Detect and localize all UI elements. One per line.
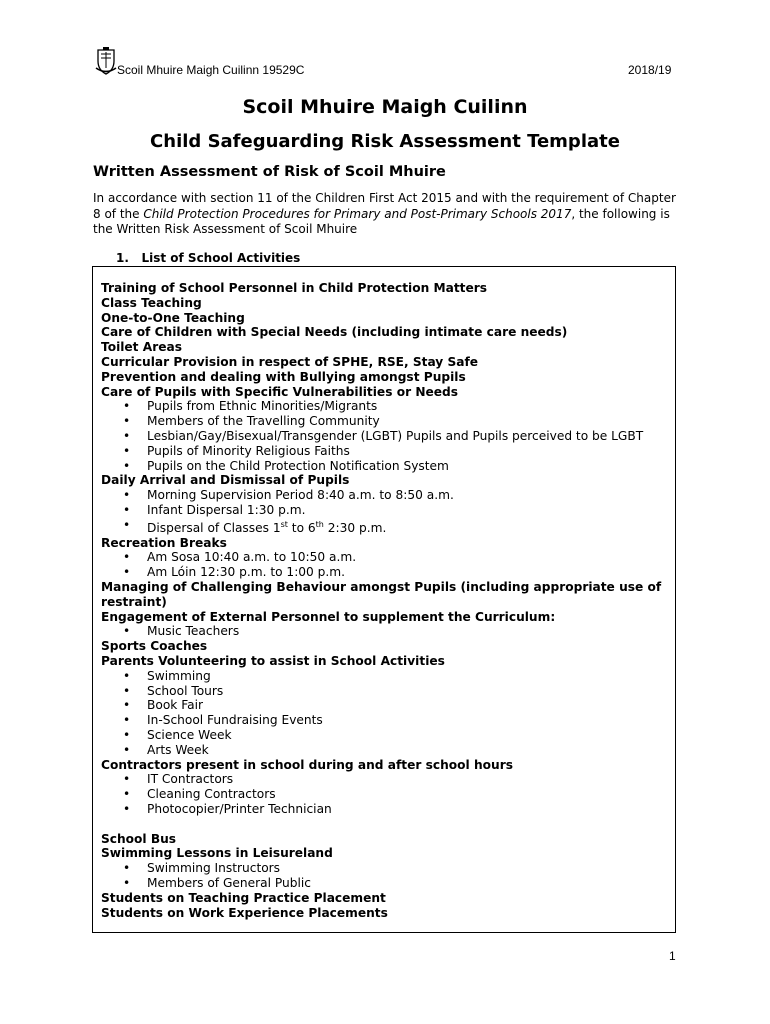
page-number: 1: [669, 949, 676, 963]
bullet-list: [101, 861, 671, 891]
activity-heading: Contractors present in school during and after school hours: [101, 757, 513, 772]
activity-heading: School Bus: [101, 831, 177, 846]
list-item: • Morning Supervision Period 8:40 a.m. to 8:50 a.m.: [101, 488, 671, 503]
list-item: • Arts Week: [101, 743, 671, 758]
bullet-list: [101, 624, 671, 639]
list-item: • In-School Fundraising Events: [101, 713, 671, 728]
activity-heading: Care of Pupils with Specific Vulnerabilities or Needs: [101, 384, 459, 399]
list-item: • Science Week: [101, 728, 671, 743]
activity-heading: Managing of Challenging Behaviour amongst Pupils (including appropriate use of restraint): [101, 580, 662, 609]
list-item: • Pupils from Ethnic Minorities/Migrants: [101, 399, 671, 414]
section-heading: Written Assessment of Risk of Scoil Mhuire: [93, 164, 446, 180]
bullet-list: [101, 488, 671, 535]
header-year: 2018/19: [628, 63, 672, 77]
bullet-list: [101, 772, 671, 816]
activity-heading: Daily Arrival and Dismissal of Pupils: [101, 473, 350, 488]
activity-heading: Care of Children with Special Needs (including intimate care needs): [101, 325, 568, 340]
activity-heading: Students on Work Experience Placements: [101, 905, 388, 920]
list-item: • Photocopier/Printer Technician: [101, 802, 671, 817]
list-heading: 1. List of School Activities: [116, 251, 301, 265]
activity-heading: Toilet Areas: [101, 340, 182, 355]
intro-paragraph: In accordance with section 11 of the Children First Act 2015 and with the requirement of Chapter 8 of the Child Protection Procedures for Primary and Post-Primary Schools 2017, the following is the Written Risk Assessment of Scoil Mhuire: [93, 191, 676, 236]
intro-italic-title: Child Protection Procedures for Primary and Post-Primary Schools 2017: [143, 206, 572, 221]
activity-heading: Recreation Breaks: [101, 535, 227, 550]
list-item: • School Tours: [101, 684, 671, 699]
list-item: • Dispersal of Classes 1st to 6th 2:30 p.m.: [101, 518, 671, 536]
list-item: • Pupils on the Child Protection Notification System: [101, 459, 671, 474]
list-item: • Book Fair: [101, 698, 671, 713]
list-item: • Swimming Instructors: [101, 861, 671, 876]
list-item: • Am Sosa 10:40 a.m. to 10:50 a.m.: [101, 550, 671, 565]
school-crest-icon: [95, 46, 117, 76]
list-item: • Swimming: [101, 669, 671, 684]
activity-heading: Class Teaching: [101, 295, 202, 310]
page-subtitle: Child Safeguarding Risk Assessment Template: [150, 131, 620, 152]
activity-heading: Sports Coaches: [101, 639, 208, 654]
list-item: • Members of General Public: [101, 876, 671, 891]
activity-heading: Curricular Provision in respect of SPHE, RSE, Stay Safe: [101, 354, 479, 369]
list-item: • IT Contractors: [101, 772, 671, 787]
list-item: • Cleaning Contractors: [101, 787, 671, 802]
list-item: • Members of the Travelling Community: [101, 414, 671, 429]
activity-heading: One-to-One Teaching: [101, 310, 245, 325]
activity-heading: Swimming Lessons in Leisureland: [101, 846, 333, 861]
activity-heading: Training of School Personnel in Child Protection Matters: [101, 281, 488, 295]
bullet-list: [101, 550, 671, 580]
list-item: • Pupils of Minority Religious Faiths: [101, 444, 671, 459]
header-school-id: Scoil Mhuire Maigh Cuilinn 19529C: [117, 63, 305, 77]
list-item: • Infant Dispersal 1:30 p.m.: [101, 503, 671, 518]
list-item: • Music Teachers: [101, 624, 671, 639]
activity-heading: Parents Volunteering to assist in School Activities: [101, 653, 445, 668]
activity-heading: Engagement of External Personnel to supplement the Curriculum:: [101, 609, 556, 624]
activity-heading: Prevention and dealing with Bullying amongst Pupils: [101, 369, 466, 384]
list-item: • Lesbian/Gay/Bisexual/Transgender (LGBT) Pupils and Pupils perceived to be LGBT: [101, 429, 671, 444]
bullet-list: [101, 399, 671, 473]
activity-heading: Students on Teaching Practice Placement: [101, 890, 386, 905]
bullet-list: [101, 669, 671, 758]
list-item: • Am Lóin 12:30 p.m. to 1:00 p.m.: [101, 565, 671, 580]
page-title: Scoil Mhuire Maigh Cuilinn: [242, 96, 528, 118]
activities-list: [101, 281, 671, 920]
